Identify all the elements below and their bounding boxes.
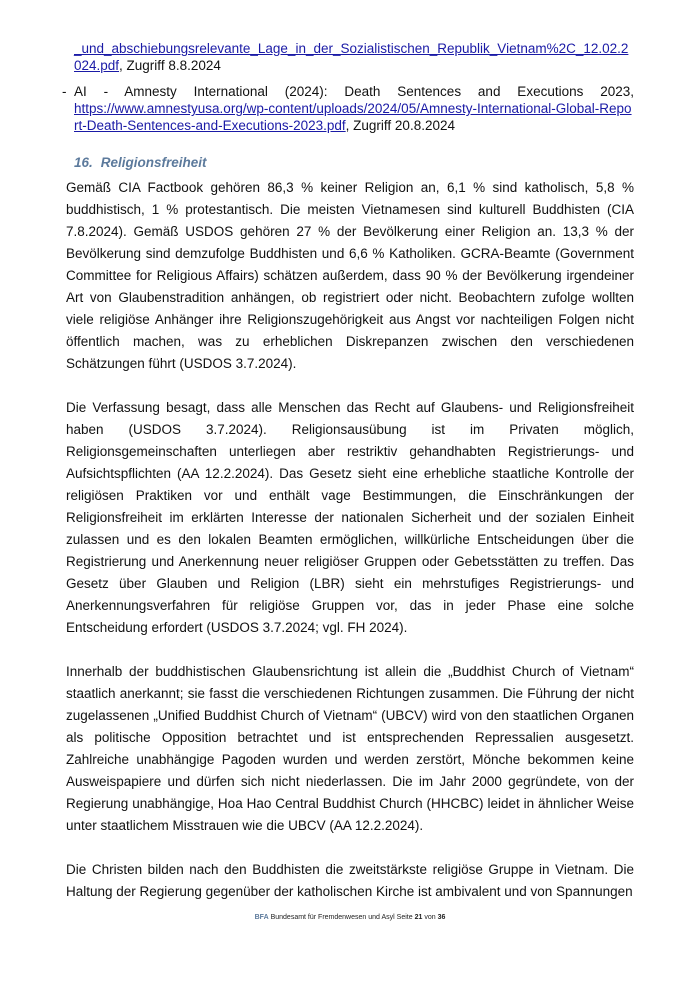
reference-link[interactable]: https://www.amnestyusa.org/wp-content/uploads/2024/05/Amnesty-International-Global-Report-Death-Sentences-and-Executions-2023.pdf (74, 101, 632, 133)
paragraph: Innerhalb der buddhistischen Glaubensrichtung ist allein die „Buddhist Church of Vietnam“ staatlich anerkannt; sie fasst die verschiedenen Richtungen zusammen. Die Führung der nicht zugelassenen „Unified Buddhist Church of Vietnam“ (UBCV) wird von den staatlichen Organen als politische Opposition betrachtet und ist entsprechenden Repressalien ausgesetzt. Zahlreiche unabhängige Pagoden wurden und werden zerstört, Mönche bekommen keine Ausweispapiere und dürfen sich nicht niederlassen. Die im Jahr 2000 gegründete, von der Regierung unabhängige, Hoa Hao Central Buddhist Church (HHCBC) leidet in ähnlicher Weise unter staatlichem Misstrauen wie die UBCV (AA 12.2.2024). (66, 664, 634, 833)
section-number: 16. (74, 155, 93, 170)
list-dash: - (62, 84, 67, 99)
reference-list (62, 40, 634, 134)
footer-of-label: von (424, 914, 436, 921)
footer-page-label: Seite (396, 914, 413, 921)
section-heading (74, 154, 634, 171)
paragraph: Gemäß CIA Factbook gehören 86,3 % keiner Religion an, 6,1 % sind katholisch, 5,8 % buddhistisch, 1 % protestantisch. Die meisten Vietnamesen sind kulturell Buddhisten (CIA 7.8.2024). Gemäß USDOS gehören 27 % der Bevölkerung einer Religion an. 13,3 % der Bevölkerung sind demzufolge Buddhisten und 6,6 % Katholiken. GCRA-Beamte (Government Committee for Religious Affairs) schätzen außerdem, dass 90 % der Bevölkerung irgendeiner Art von Glaubenstradition anhängen, ob registriert oder nicht. Beobachtern zufolge wollten viele religiöse Anhänger ihre Religionszugehörigkeit aus Angst vor nachteiligen Folgen nicht öffentlich machen, was zu erheblichen Diskrepanzen zwischen den verschiedenen Schätzungen führt (USDOS 3.7.2024). (66, 180, 634, 371)
paragraph: Die Verfassung besagt, dass alle Menschen das Recht auf Glaubens- und Religionsfreiheit haben (USDOS 3.7.2024). Religionsausübung ist im Privaten möglich, Religionsgemeinschaften unterliegen aber restriktiv gehandhabten Registrierungs- und Aufsichtspflichten (AA 12.2.2024). Das Gesetz sieht eine erhebliche staatliche Kontrolle der religiösen Praktiken vor und enthält vage Bestimmungen, die Einschränkungen der Religionsfreiheit im erklärten Interesse der nationalen Sicherheit und der sozialen Einheit zulassen und es den lokalen Beamten ermöglichen, willkürliche Entscheidungen über die Registrierung und Anerkennung neuer religiöser Gruppen oder Gebetsstätten zu treffen. Das Gesetz über Glauben und Religion (LBR) sieht ein mehrstufiges Registrierungs- und Anerkennungsverfahren für religiöse Gruppen vor, das in jeder Phase eine solche Entscheidung erfordert (USDOS 3.7.2024; vgl. FH 2024). (66, 400, 634, 635)
reference-access-date: , Zugriff 8.8.2024 (119, 58, 221, 73)
footer-page-number: 21 (414, 914, 423, 921)
section-body (66, 177, 634, 903)
reference-link[interactable]: _und_abschiebungsrelevante_Lage_in_der_Sozialistischen_Republik_Vietnam%2C_12.02.2024.pdf (74, 41, 629, 73)
footer-org: Bundesamt für Fremdenwesen und Asyl (270, 914, 395, 921)
reference-item (62, 83, 634, 134)
page-footer (66, 913, 634, 923)
reference-access-date: , Zugriff 20.8.2024 (345, 118, 455, 133)
reference-text: AI - Amnesty International (2024): Death Sentences and Executions 2023, (74, 84, 634, 99)
paragraph: Die Christen bilden nach den Buddhisten die zweitstärkste religiöse Gruppe in Vietnam. Die Haltung der Regierung gegenüber der katholischen Kirche ist ambivalent und von Spannungen (66, 862, 634, 899)
reference-item (66, 40, 634, 74)
section-title: Religionsfreiheit (100, 155, 207, 170)
footer-brand: BFA (254, 914, 269, 921)
footer-page-total: 36 (437, 914, 446, 921)
